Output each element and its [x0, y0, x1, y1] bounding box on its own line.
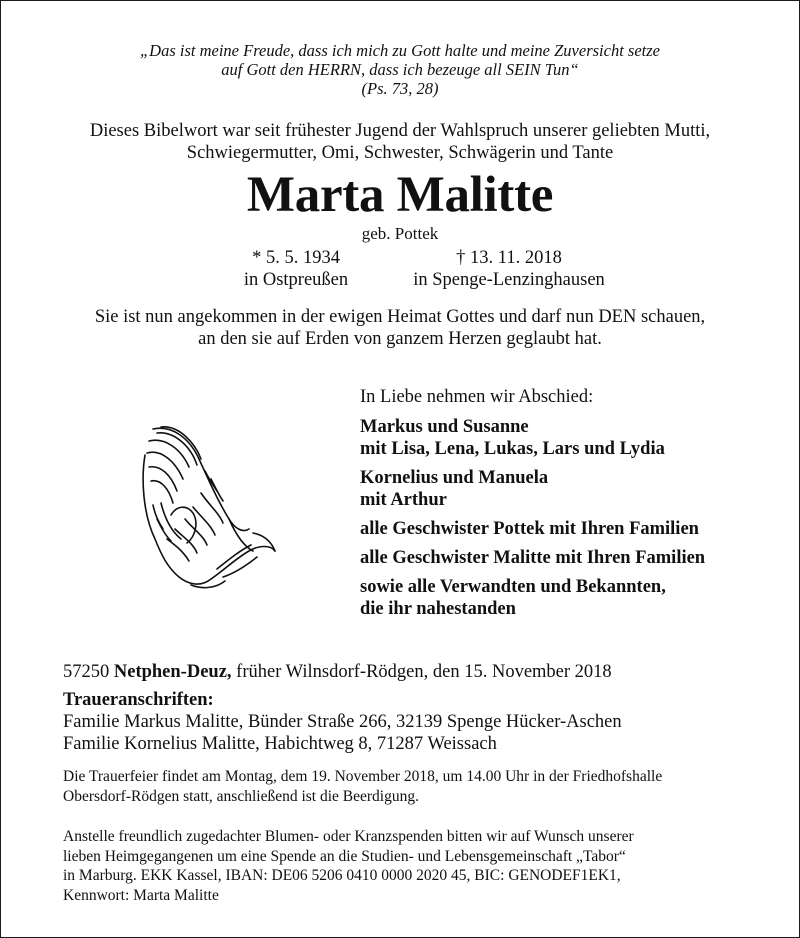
donation-line-4: Kennwort: Marta Malitte — [63, 886, 219, 904]
birth-name: geb. Pottek — [361, 224, 439, 243]
address-line-1: Familie Markus Malitte, Bünder Straße 266, 32139 Spenge Hücker-Aschen — [63, 712, 622, 732]
mourner-group — [360, 576, 780, 620]
death-date: † 13. 11. 2018 — [456, 248, 562, 268]
mourner-group — [360, 547, 780, 569]
mourners-lead: In Liebe nehmen wir Abschied: — [360, 387, 594, 407]
birth-date: * 5. 5. 1934 — [252, 248, 340, 268]
mourner-line: Kornelius und Manuela — [360, 468, 549, 488]
bible-verse-reference: (Ps. 73, 28) — [361, 79, 439, 98]
statement-line-2: an den sie auf Erden von ganzem Herzen geglaubt hat. — [198, 329, 602, 349]
mourner-group — [360, 467, 780, 511]
mourners-list — [360, 386, 780, 627]
mourner-line: die ihr nahestanden — [360, 599, 516, 619]
place-and-date — [63, 661, 763, 683]
bible-verse-line-2: auf Gott den HERRN, dass ich bezeuge all SEIN Tun“ — [221, 60, 579, 79]
funeral-info — [63, 767, 763, 806]
donation-line-1: Anstelle freundlich zugedachter Blumen- oder Kranzspenden bitten wir auf Wunsch unserer — [63, 828, 634, 845]
mourner-group — [360, 518, 780, 540]
mourner-group — [360, 416, 780, 460]
faith-statement — [1, 306, 799, 350]
donation-info — [63, 827, 757, 905]
life-dates — [1, 247, 800, 295]
funeral-line-1: Die Trauerfeier findet am Montag, dem 19. November 2018, um 14.00 Uhr in der Friedhofshalle — [63, 768, 663, 785]
birth-place: in Ostpreußen — [243, 270, 349, 290]
deceased-name: Marta Malitte — [246, 167, 554, 223]
bible-verse-line-1: „Das ist meine Freude, dass ich mich zu Gott halte und meine Zuversicht setze — [140, 41, 660, 60]
mourner-line: alle Geschwister Pottek mit Ihren Familien — [360, 519, 699, 539]
birth-info — [196, 247, 396, 291]
intro-line-2: Schwiegermutter, Omi, Schwester, Schwägerin und Tante — [186, 143, 614, 163]
mourner-line: Markus und Susanne — [360, 417, 529, 437]
town: Netphen-Deuz, — [113, 662, 232, 682]
praying-hands-icon — [131, 419, 281, 591]
intro-line-1: Dieses Bibelwort war seit frühester Jugend der Wahlspruch unserer geliebten Mutti, — [89, 121, 711, 141]
intro-text — [1, 120, 799, 164]
death-place: in Spenge-Lenzinghausen — [413, 270, 605, 290]
donation-line-3: in Marburg. EKK Kassel, IBAN: DE06 5206 0410 0000 2020 45, BIC: GENODEF1EK1, — [63, 867, 621, 884]
address-line-2: Familie Kornelius Malitte, Habichtweg 8, 71287 Weissach — [63, 734, 497, 754]
statement-line-1: Sie ist nun angekommen in der ewigen Heimat Gottes und darf nun DEN schauen, — [94, 307, 706, 327]
funeral-line-2: Obersdorf-Rödgen statt, anschließend ist die Beerdigung. — [63, 787, 419, 805]
mourner-line: mit Arthur — [360, 490, 447, 510]
postcode: 57250 — [63, 662, 110, 682]
addresses-label: Traueranschriften: — [63, 690, 214, 710]
mourning-addresses — [63, 689, 763, 755]
donation-line-2: lieben Heimgegangenen um eine Spende an die Studien- und Lebensgemeinschaft „Tabor“ — [63, 847, 626, 865]
mourner-line: mit Lisa, Lena, Lukas, Lars und Lydia — [360, 439, 665, 459]
mourner-line: alle Geschwister Malitte mit Ihren Familien — [360, 548, 706, 568]
death-info — [399, 247, 619, 291]
bible-verse — [1, 41, 799, 98]
place-date-rest: früher Wilnsdorf-Rödgen, den 15. November 2018 — [236, 662, 612, 682]
mourner-line: sowie alle Verwandten und Bekannten, — [360, 577, 666, 597]
